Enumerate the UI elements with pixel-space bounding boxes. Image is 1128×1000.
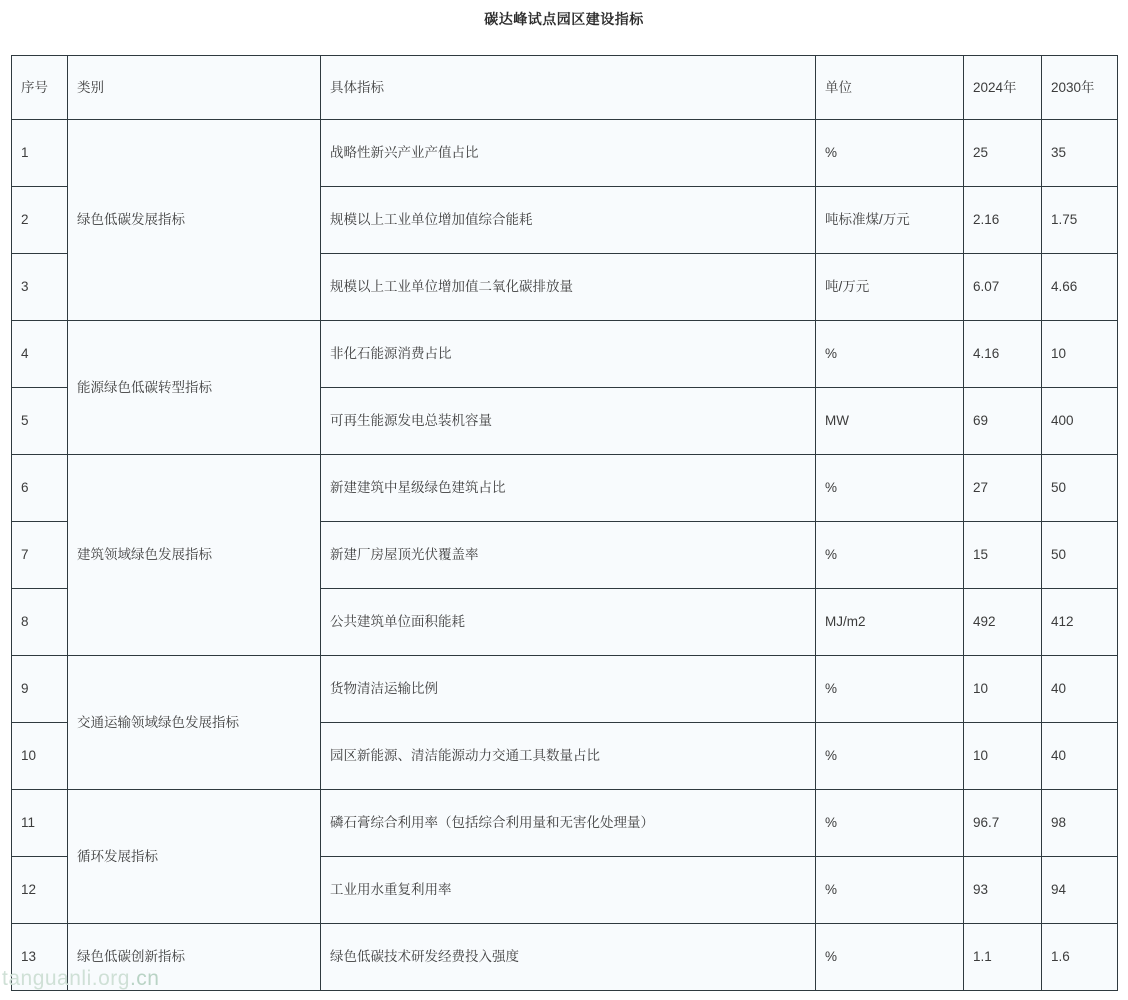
cell-no: 8	[12, 589, 68, 656]
cell-indicator: 公共建筑单位面积能耗	[321, 589, 816, 656]
indicator-table	[11, 55, 1118, 991]
cell-category: 交通运输领域绿色发展指标	[68, 656, 321, 790]
cell-no: 13	[12, 924, 68, 991]
cell-value-2024: 1.1	[964, 924, 1042, 991]
cell-no: 9	[12, 656, 68, 723]
watermark-text: tanguanli.org	[2, 967, 130, 990]
cell-indicator: 战略性新兴产业产值占比	[321, 120, 816, 187]
cell-value-2024: 10	[964, 656, 1042, 723]
column-header-indicator: 具体指标	[321, 56, 816, 120]
column-header-no: 序号	[12, 56, 68, 120]
table-row	[12, 656, 1118, 723]
table-row	[12, 924, 1118, 991]
cell-unit: %	[816, 321, 964, 388]
cell-no: 4	[12, 321, 68, 388]
cell-no: 7	[12, 522, 68, 589]
cell-no: 3	[12, 254, 68, 321]
cell-indicator: 规模以上工业单位增加值综合能耗	[321, 187, 816, 254]
cell-value-2024: 93	[964, 857, 1042, 924]
cell-unit: %	[816, 857, 964, 924]
cell-value-2030: 1.75	[1042, 187, 1118, 254]
cell-category: 绿色低碳发展指标	[68, 120, 321, 321]
cell-no: 5	[12, 388, 68, 455]
cell-value-2030: 10	[1042, 321, 1118, 388]
cell-value-2024: 492	[964, 589, 1042, 656]
cell-value-2030: 50	[1042, 522, 1118, 589]
cell-indicator: 园区新能源、清洁能源动力交通工具数量占比	[321, 723, 816, 790]
cell-value-2024: 27	[964, 455, 1042, 522]
cell-indicator: 磷石膏综合利用率（包括综合利用量和无害化处理量）	[321, 790, 816, 857]
cell-category: 循环发展指标	[68, 790, 321, 924]
cell-indicator: 非化石能源消费占比	[321, 321, 816, 388]
cell-indicator: 新建厂房屋顶光伏覆盖率	[321, 522, 816, 589]
cell-unit: %	[816, 522, 964, 589]
cell-value-2024: 2.16	[964, 187, 1042, 254]
cell-indicator: 规模以上工业单位增加值二氧化碳排放量	[321, 254, 816, 321]
cell-category: 绿色低碳创新指标	[68, 924, 321, 991]
cell-unit: 吨标准煤/万元	[816, 187, 964, 254]
cell-value-2030: 40	[1042, 723, 1118, 790]
cell-unit: %	[816, 656, 964, 723]
cell-no: 11	[12, 790, 68, 857]
table-row	[12, 790, 1118, 857]
column-header-category: 类别	[68, 56, 321, 120]
table-header	[12, 56, 1118, 120]
cell-value-2030: 94	[1042, 857, 1118, 924]
cell-no: 12	[12, 857, 68, 924]
cell-value-2024: 96.7	[964, 790, 1042, 857]
cell-indicator: 绿色低碳技术研发经费投入强度	[321, 924, 816, 991]
column-header-unit: 单位	[816, 56, 964, 120]
cell-indicator: 可再生能源发电总装机容量	[321, 388, 816, 455]
cell-unit: %	[816, 120, 964, 187]
table-body	[12, 120, 1118, 991]
table-row	[12, 455, 1118, 522]
cell-value-2030: 4.66	[1042, 254, 1118, 321]
watermark-suffix: .cn	[129, 967, 160, 990]
cell-value-2030: 40	[1042, 656, 1118, 723]
column-header-year-2024: 2024年	[964, 56, 1042, 120]
cell-unit: %	[816, 790, 964, 857]
cell-value-2030: 1.6	[1042, 924, 1118, 991]
cell-no: 1	[12, 120, 68, 187]
table-row	[12, 120, 1118, 187]
cell-category: 能源绿色低碳转型指标	[68, 321, 321, 455]
cell-value-2030: 50	[1042, 455, 1118, 522]
cell-unit: %	[816, 723, 964, 790]
cell-indicator: 工业用水重复利用率	[321, 857, 816, 924]
cell-unit: %	[816, 924, 964, 991]
cell-indicator: 货物清洁运输比例	[321, 656, 816, 723]
cell-unit: %	[816, 455, 964, 522]
cell-value-2024: 4.16	[964, 321, 1042, 388]
page-title: 碳达峰试点园区建设指标	[484, 11, 644, 27]
cell-no: 2	[12, 187, 68, 254]
cell-category: 建筑领域绿色发展指标	[68, 455, 321, 656]
cell-value-2030: 412	[1042, 589, 1118, 656]
cell-value-2030: 98	[1042, 790, 1118, 857]
cell-value-2024: 25	[964, 120, 1042, 187]
table-header-row	[12, 56, 1118, 120]
cell-value-2024: 69	[964, 388, 1042, 455]
cell-value-2024: 6.07	[964, 254, 1042, 321]
cell-value-2024: 15	[964, 522, 1042, 589]
cell-unit: 吨/万元	[816, 254, 964, 321]
indicator-table-container	[11, 55, 1117, 991]
cell-no: 10	[12, 723, 68, 790]
table-row	[12, 321, 1118, 388]
cell-value-2024: 10	[964, 723, 1042, 790]
cell-indicator: 新建建筑中星级绿色建筑占比	[321, 455, 816, 522]
column-header-year-2030: 2030年	[1042, 56, 1118, 120]
cell-value-2030: 35	[1042, 120, 1118, 187]
cell-unit: MW	[816, 388, 964, 455]
cell-value-2030: 400	[1042, 388, 1118, 455]
cell-no: 6	[12, 455, 68, 522]
cell-unit: MJ/m2	[816, 589, 964, 656]
